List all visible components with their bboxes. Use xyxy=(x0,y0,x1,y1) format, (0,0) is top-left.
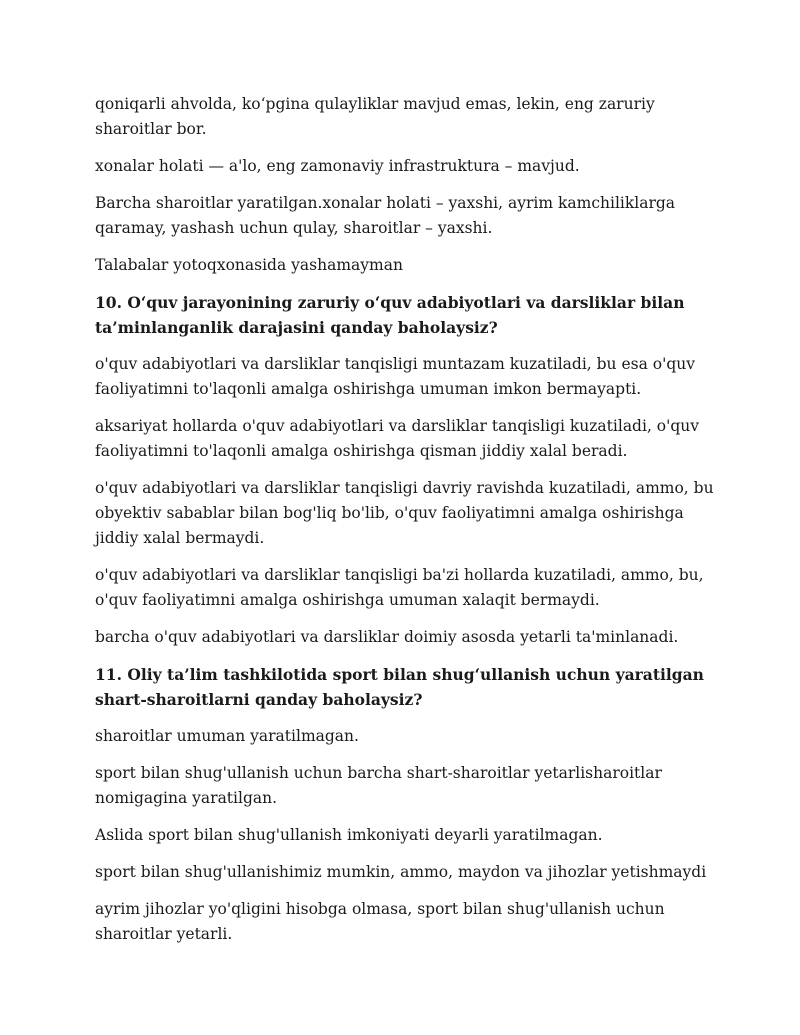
answer-option: aksariyat hollarda o'quv adabiyotlari va darsliklar tanqisligi kuzatiladi, o'quv faoliyatimni to'laqonli amalga oshirishga qisman jiddiy xalal beradi. xyxy=(95,417,700,460)
answer-option: o'quv adabiyotlari va darsliklar tanqisligi davriy ravishda kuzatiladi, ammo, bu obyektiv sabablar bilan bog'liq bo'lib, o'quv faoliyatimni amalga oshirishga jiddiy xalal bermaydi. xyxy=(95,479,714,547)
question-heading: 10. O‘quv jarayonining zaruriy o‘quv adabiyotlari va darsliklar bilan ta’minlanganlik darajasini qanday baholaysiz? xyxy=(95,293,685,337)
answer-option: xonalar holati — a'lo, eng zamonaviy infrastruktura – mavjud. xyxy=(95,157,580,175)
answer-option: Talabalar yotoqxonasida yashamayman xyxy=(95,256,403,274)
answer-option: qoniqarli ahvolda, ko‘pgina qulayliklar mavjud emas, lekin, eng zaruriy sharoitlar bor. xyxy=(95,95,655,138)
answer-option: Barcha sharoitlar yaratilgan.xonalar holati – yaxshi, ayrim kamchiliklarga qaramay, yashash uchun qulay, sharoitlar – yaxshi. xyxy=(95,194,676,237)
answer-option: Aslida sport bilan shug'ullanish imkoniyati deyarli yaratilmagan. xyxy=(95,826,603,844)
question-heading: 11. Oliy ta’lim tashkilotida sport bilan shug‘ullanish uchun yaratilgan shart-sharoitlarni qanday baholaysiz? xyxy=(95,665,704,709)
answer-option: ayrim jihozlar yo'qligini hisobga olmasa, sport bilan shug'ullanish uchun sharoitlar yetarli. xyxy=(95,900,665,943)
answer-option: sharoitlar umuman yaratilmagan. xyxy=(95,727,359,745)
answer-option: sport bilan shug'ullanish uchun barcha shart-sharoitlar yetarlisharoitlar nomigagina yaratilgan. xyxy=(95,764,662,807)
document-page xyxy=(95,92,715,959)
answer-option: barcha o'quv adabiyotlari va darsliklar doimiy asosda yetarli ta'minlanadi. xyxy=(95,628,679,646)
answer-option: sport bilan shug'ullanishimiz mumkin, ammo, maydon va jihozlar yetishmaydi xyxy=(95,863,707,881)
answer-option: o'quv adabiyotlari va darsliklar tanqisligi ba'zi hollarda kuzatiladi, ammo, bu, o'quv faoliyatimni amalga oshirishga umuman xalaqit bermaydi. xyxy=(95,566,704,609)
answer-option: o'quv adabiyotlari va darsliklar tanqisligi muntazam kuzatiladi, bu esa o'quv faoliyatimni to'laqonli amalga oshirishga umuman imkon bermayapti. xyxy=(95,355,696,398)
